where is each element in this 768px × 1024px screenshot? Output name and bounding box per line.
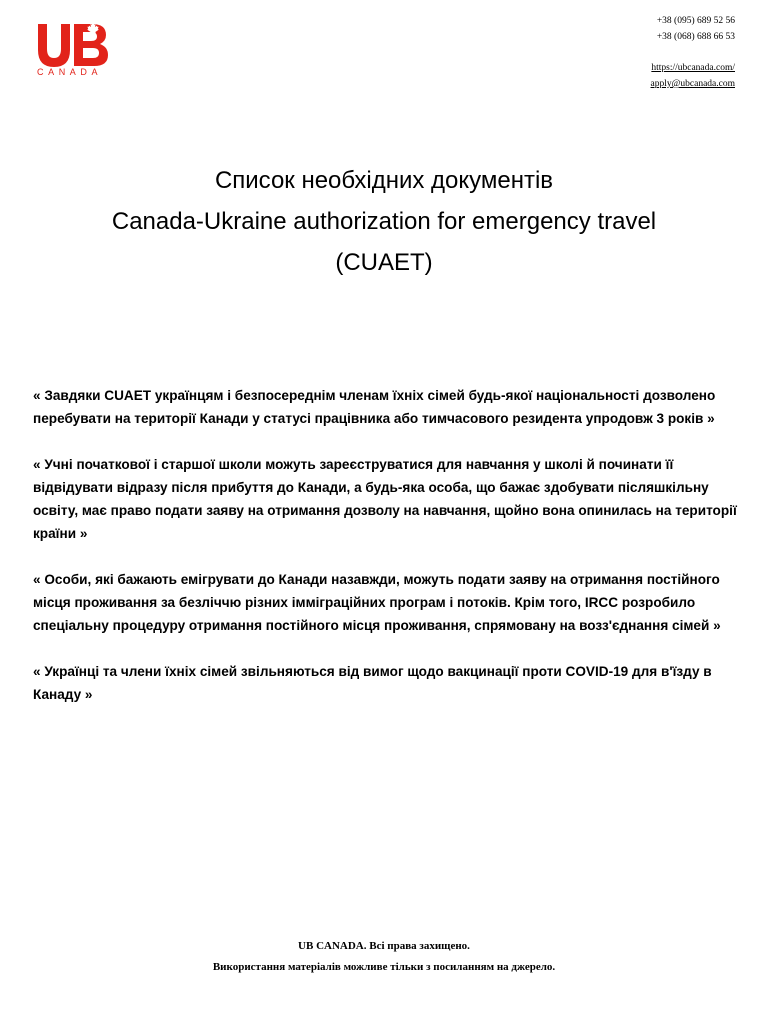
paragraph-residency: « Завдяки CUAET українцям і безпосереднім членам їхніх сімей будь-якої національності дозволено перебувати на території Канади у статусі працівника або тимчасового резидента упродовж 3 років » — [33, 388, 716, 426]
title-line-3: (CUAET) — [335, 249, 433, 276]
footer-usage-note: Використання матеріалів можливе тільки з посиланням на джерело. — [212, 961, 556, 973]
phone-primary: +38 (095) 689 52 56 — [656, 16, 735, 26]
page-footer — [0, 936, 768, 978]
document-body — [33, 384, 745, 729]
contacts-block — [651, 13, 735, 92]
website-link[interactable]: https://ubcanada.com/ — [651, 63, 735, 73]
email-link[interactable]: apply@ubcanada.com — [650, 79, 735, 89]
title-line-2: Canada-Ukraine authorization for emergency travel — [111, 208, 657, 235]
title-line-1: Список необхідних документів — [214, 167, 554, 194]
paragraph-education: « Учні початкової і старшої школи можуть зареєструватися для навчання у школі й починати її відвідувати відразу після прибуття до Канади, а будь-яка особа, що бажає здобувати післяшкільну освіту, має право подати заяву на отримання дозволу на навчання, щойно вона опинилась на території країни » — [33, 457, 737, 541]
logo-caption: CANADA — [37, 67, 103, 77]
phone-secondary: +38 (068) 688 66 53 — [656, 32, 735, 42]
paragraph-permanent-residence: « Особи, які бажають емігрувати до Канади назавжди, можуть подати заяву на отримання постійного місця проживання за безліччю різних імміграційних програм і потоків. Крім того, IRCC розробило спеціальну процедуру отримання постійного місця проживання, спрямовану на возз'єднання сімей » — [33, 572, 721, 633]
footer-copyright: UB CANADA. Всі права захищено. — [298, 940, 470, 952]
document-title — [0, 160, 768, 283]
logo-mark-icon — [36, 20, 110, 70]
paragraph-vaccination: « Українці та члени їхніх сімей звільняються від вимог щодо вакцинації проти COVID-19 для в'їзду в Канаду » — [33, 664, 712, 702]
